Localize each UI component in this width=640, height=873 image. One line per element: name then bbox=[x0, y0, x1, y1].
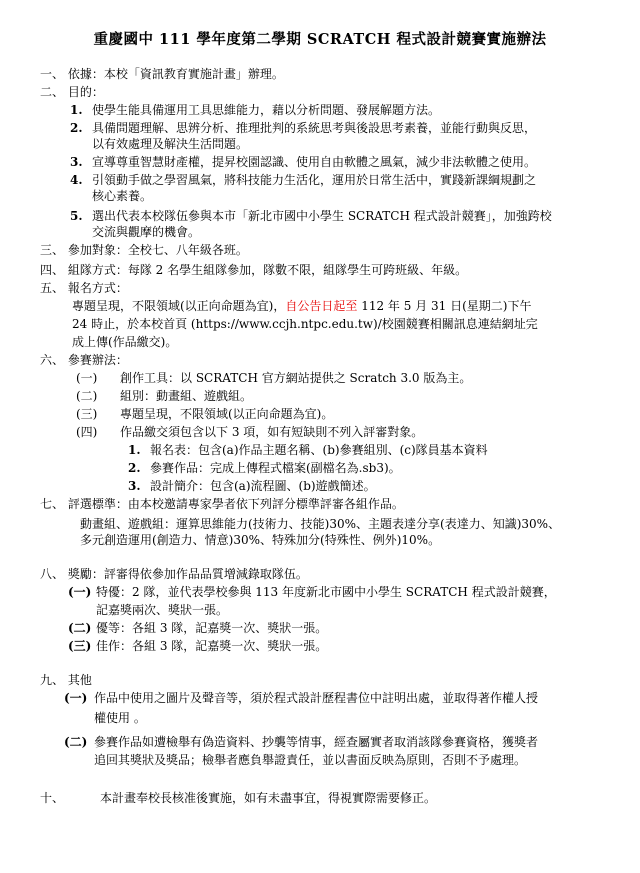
purpose-4-text: 引領動手做之學習風氣，將科技能力生活化，運用於日常生活中，實踐新課綱規劃之 bbox=[92, 173, 537, 187]
purpose-2-number: 2. bbox=[70, 121, 83, 135]
purpose-3-text: 宣導尊重智慧財產權，提昇校園認識、使用自由軟體之風氣，減少非法軟體之使用。 bbox=[92, 155, 537, 169]
submission-1-number: 1. bbox=[128, 443, 141, 457]
section-10-number: 十、 bbox=[40, 791, 65, 805]
section-10-text: 本計畫奉校長核准後實施，如有未盡事宜，得視實際需要修正。 bbox=[100, 791, 437, 805]
criteria-line-1: 動畫組、遊戲組：運算思維能力(技術力、技能)30%、主題表達分享(表達力、知識)30%、 bbox=[80, 517, 561, 531]
other-2-number: (二) bbox=[64, 735, 88, 749]
section-5-heading: 五、 報名方式： bbox=[40, 281, 128, 295]
section-1: 一、 依據：本校「資訊教育實施計畫」辦理。 bbox=[40, 67, 284, 81]
registration-text-b: 112 年 5 月 31 日(星期二)下午 bbox=[357, 299, 532, 313]
submission-1-text: 報名表：包含(a)作品主題名稱、(b)參賽組別、(c)隊員基本資料 bbox=[150, 443, 488, 457]
award-3-number: (三) bbox=[68, 639, 92, 653]
rule-2-number: (二) bbox=[76, 389, 98, 403]
section-9-heading: 九、 其他 bbox=[40, 673, 92, 687]
award-1-text: 特優：2 隊，並代表學校參與 113 年度新北市國中小學生 SCRATCH 程式設計競賽， bbox=[96, 585, 556, 599]
section-2-heading: 二、 目的： bbox=[40, 85, 104, 99]
rule-1-text: 創作工具：以 SCRATCH 官方網站提供之 Scratch 3.0 版為主。 bbox=[120, 371, 472, 385]
rule-4-number: (四) bbox=[76, 425, 98, 439]
purpose-1-text: 使學生能具備運用工具思維能力，藉以分析問題、發展解題方法。 bbox=[92, 103, 441, 117]
submission-2-number: 2. bbox=[128, 461, 141, 475]
registration-line-1 bbox=[72, 298, 531, 314]
purpose-5-number: 5. bbox=[70, 209, 83, 223]
section-6-heading: 六、 參賽辦法： bbox=[40, 353, 128, 367]
document-title: 重慶國中 111 學年度第二學期 SCRATCH 程式設計競賽實施辦法 bbox=[93, 31, 547, 48]
criteria-line-2: 多元創造運用(創造力、情意)30%、特殊加分(特殊性、例外)10%。 bbox=[80, 533, 441, 547]
other-1-text-cont: 權使用 。 bbox=[94, 711, 146, 725]
registration-line-2: 24 時止，於本校首頁 (https://www.ccjh.ntpc.edu.tw)/校園競賽相關訊息連結網址完 bbox=[72, 317, 538, 331]
award-1-number: (一) bbox=[68, 585, 92, 599]
award-1-text-cont: 記嘉獎兩次、獎狀一張。 bbox=[96, 603, 229, 617]
purpose-2-text-cont: 以有效處理及解決生活問題。 bbox=[92, 137, 249, 151]
submission-3-number: 3. bbox=[128, 479, 141, 493]
registration-line-3: 成上傳(作品繳交)。 bbox=[72, 335, 178, 349]
other-1-number: (一) bbox=[64, 691, 88, 705]
purpose-5-text: 選出代表本校隊伍參與本市「新北市國中小學生 SCRATCH 程式設計競賽」，加強跨校 bbox=[92, 209, 552, 223]
submission-3-text: 設計簡介：包含(a)流程圖、(b)遊戲簡述。 bbox=[150, 479, 376, 493]
section-4: 四、 組隊方式：每隊 2 名學生組隊參加，隊數不限，組隊學生可跨班級、年級。 bbox=[40, 263, 468, 277]
purpose-2-text: 具備問題理解、思辨分析、推理批判的系統思考與後設思考素養，並能行動與反思， bbox=[92, 121, 537, 135]
registration-highlight: 自公告日起至 bbox=[285, 299, 358, 313]
award-3-text: 佳作：各組 3 隊，記嘉獎一次、獎狀一張。 bbox=[96, 639, 328, 653]
purpose-4-number: 4. bbox=[70, 173, 83, 187]
purpose-1-number: 1. bbox=[70, 103, 83, 117]
submission-2-text: 參賽作品：完成上傳程式檔案(副檔名為.sb3)。 bbox=[150, 461, 401, 475]
award-2-number: (二) bbox=[68, 621, 92, 635]
rule-3-text: 專題呈現，不限領域(以正向命題為宜)。 bbox=[120, 407, 334, 421]
rule-2-text: 組別：動畫組、遊戲組。 bbox=[120, 389, 253, 403]
section-7-heading: 七、 評選標準：由本校邀請專家學者依下列評分標準評審各組作品。 bbox=[40, 497, 404, 511]
purpose-5-text-cont: 交流與觀摩的機會。 bbox=[92, 225, 201, 239]
section-8-heading: 八、 獎勵：評審得依參加作品品質增減錄取隊伍。 bbox=[40, 567, 308, 581]
other-2-text: 參賽作品如遭檢舉有偽造資料、抄襲等情事，經查屬實者取消該隊參賽資格，獲獎者 bbox=[94, 735, 539, 749]
section-3: 三、 參加對象：全校七、八年級各班。 bbox=[40, 243, 248, 257]
rule-1-number: (一) bbox=[76, 371, 98, 385]
other-2-text-cont: 追回其獎狀及獎品；檢舉者應負舉證責任，並以書面反映為原則，否則不予處理。 bbox=[94, 753, 527, 767]
rule-3-number: (三) bbox=[76, 407, 98, 421]
other-1-text: 作品中使用之圖片及聲音等，須於程式設計歷程書位中註明出處，並取得著作權人授 bbox=[94, 691, 539, 705]
purpose-4-text-cont: 核心素養。 bbox=[92, 189, 153, 203]
award-2-text: 優等：各組 3 隊，記嘉獎一次、獎狀一張。 bbox=[96, 621, 328, 635]
registration-text-a: 專題呈現，不限領域(以正向命題為宜)， bbox=[72, 299, 286, 313]
rule-4-text: 作品繳交須包含以下 3 項，如有短缺則不列入評審對象。 bbox=[120, 425, 424, 439]
purpose-3-number: 3. bbox=[70, 155, 83, 169]
